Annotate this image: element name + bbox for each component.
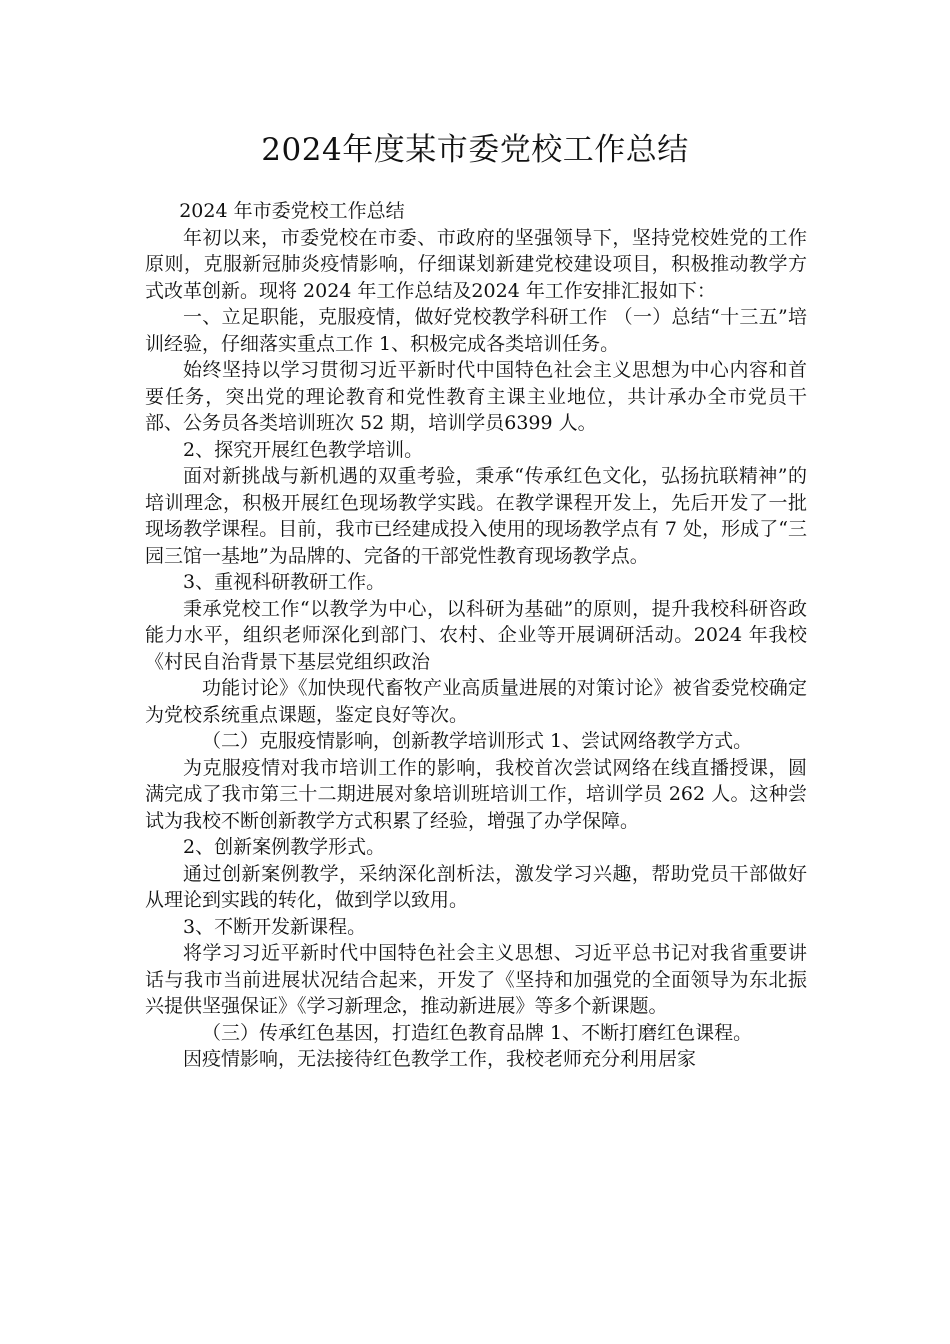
item-heading: 2、创新案例教学形式。 bbox=[183, 836, 386, 858]
section-heading: （三）传承红色基因，打造红色教育品牌 1、不断打磨红色课程。 bbox=[202, 1021, 753, 1044]
item-heading: 2、探究开展红色教学培训。 bbox=[183, 438, 424, 461]
body-paragraph: 为克服疫情对我市培训工作的影响，我校首次尝试网络在线直播授课，圆满完成了我市第三十二期进展对象培训班培训工作，培训学员 262 人。这种尝试为我校不断创新教学方式积累了经验，增强了办学保障。 bbox=[145, 756, 807, 832]
document-body bbox=[145, 198, 807, 1073]
body-paragraph: 功能讨论》《加快现代畜牧产业高质量进展的对策讨论》被省委党校确定为党校系统重点课题，鉴定良好等次。 bbox=[145, 677, 807, 726]
item-heading: 3、重视科研教研工作。 bbox=[183, 571, 386, 593]
section-heading: 一、立足职能，克服疫情，做好党校教学科研工作 （一）总结“十三五”培训经验，仔细落实重点工作 1、积极完成各类培训任务。 bbox=[145, 306, 807, 355]
document-title: 2024年度某市委党校工作总结 bbox=[261, 132, 689, 168]
body-paragraph: 因疫情影响，无法接待红色教学工作，我校老师充分利用居家 bbox=[183, 1048, 697, 1070]
body-paragraph: 面对新挑战与新机遇的双重考验，秉承“传承红色文化，弘扬抗联精神”的培训理念，积极开展红色现场教学实践。在教学课程开发上，先后开发了一批现场教学课程。目前，我市已经建成投入使用的现场教学点有 7 处，形成了“三园三馆一基地”为品牌的、完备的干部党性教育现场教学点。 bbox=[145, 465, 807, 567]
body-paragraph: 秉承党校工作“以教学为中心，以科研为基础”的原则，提升我校科研咨政能力水平，组织老师深化到部门、农村、企业等开展调研活动。2024 年我校《村民自治背景下基层党组织政治 bbox=[145, 597, 807, 673]
body-paragraph: 始终坚持以学习贯彻习近平新时代中国特色社会主义思想为中心内容和首要任务，突出党的理论教育和党性教育主课主业地位，共计承办全市党员干部、公务员各类培训班次 52 期，培训学员6399 人。 bbox=[145, 359, 807, 434]
body-paragraph: 将学习习近平新时代中国特色社会主义思想、习近平总书记对我省重要讲话与我市当前进展状况结合起来，开发了《坚持和加强党的全面领导为东北振兴提供坚强保证》《学习新理念，推动新进展》等多个新课题。 bbox=[145, 942, 807, 1017]
item-heading: 3、不断开发新课程。 bbox=[183, 915, 367, 938]
body-paragraph: 通过创新案例教学，采纳深化剖析法，激发学习兴趣，帮助党员干部做好从理论到实践的转化，做到学以致用。 bbox=[145, 862, 807, 911]
body-paragraph: 年初以来，市委党校在市委、市政府的坚强领导下，坚持党校姓党的工作原则，克服新冠肺炎疫情影响，仔细谋划新建党校建设项目，积极推动教学方式改革创新。现将 2024 年工作总结及2024 年工作安排汇报如下： bbox=[145, 226, 807, 302]
section-heading: （二）克服疫情影响，创新教学培训形式 1、尝试网络教学方式。 bbox=[202, 730, 753, 752]
subtitle-paragraph: 2024 年市委党校工作总结 bbox=[179, 200, 405, 222]
